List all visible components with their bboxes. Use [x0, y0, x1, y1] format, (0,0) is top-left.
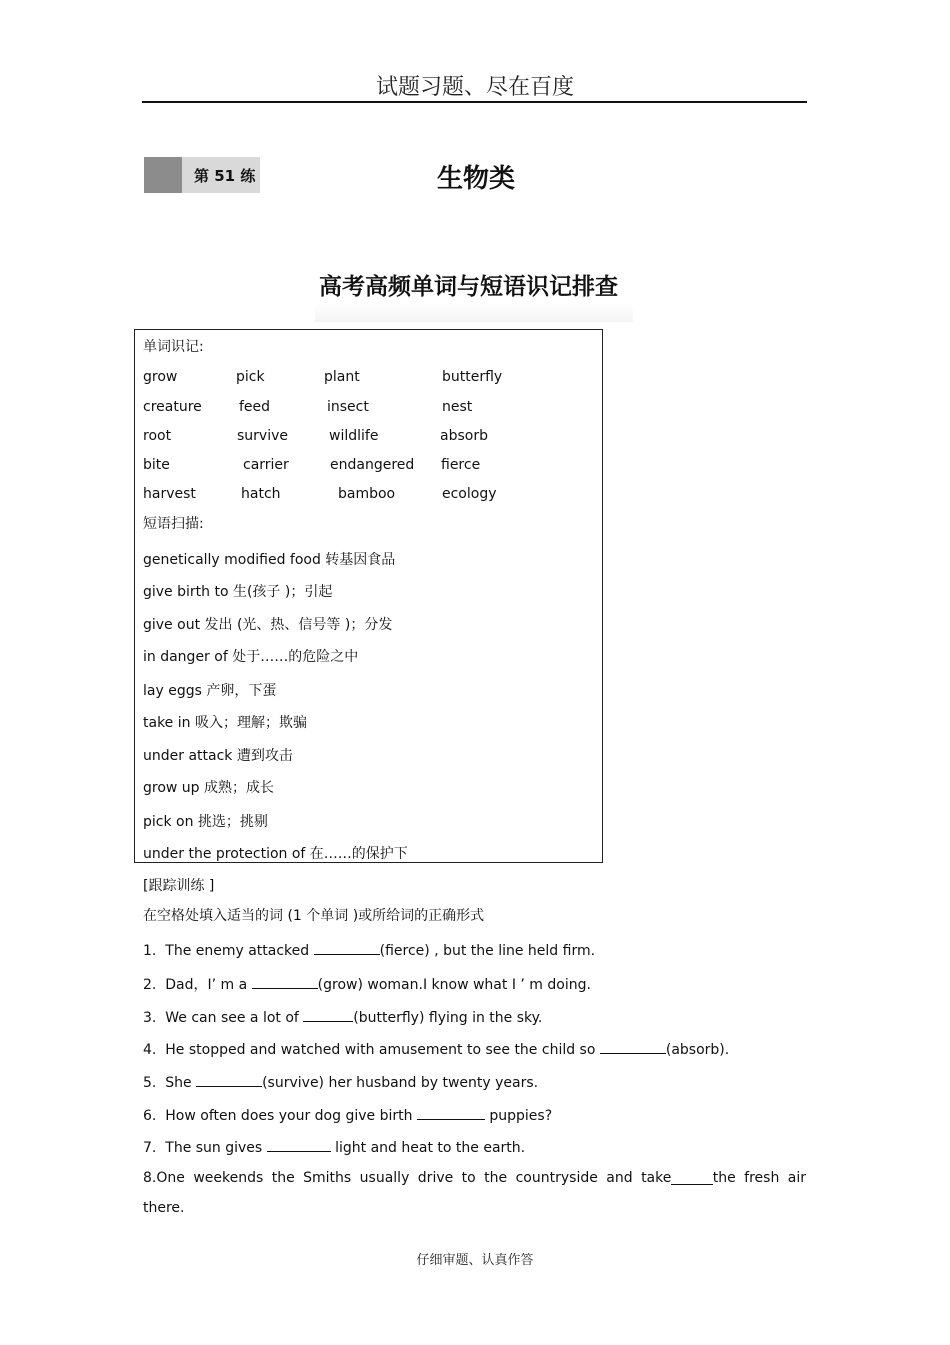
phrase-item: grow up 成熟；成长 — [143, 780, 275, 796]
phrases-heading: 短语扫描: — [143, 516, 204, 532]
item-number: 2. — [143, 977, 157, 993]
answer-blank[interactable] — [267, 1137, 331, 1152]
item-number: 3. — [143, 1010, 157, 1026]
word: endangered — [330, 457, 415, 473]
exercise-item — [143, 940, 595, 959]
word: bite — [143, 457, 170, 473]
header-rule — [142, 101, 807, 103]
item-number: 7. — [143, 1140, 157, 1156]
word: plant — [324, 369, 360, 385]
phrase-item: give birth to 生(孩子 )；引起 — [143, 584, 333, 600]
word: bamboo — [338, 486, 396, 502]
badge-block — [144, 157, 182, 193]
item-text-before: We can see a lot of — [165, 1010, 304, 1026]
answer-blank[interactable] — [252, 974, 318, 989]
word: insect — [327, 399, 369, 415]
phrase-item: pick on 挑选；挑剔 — [143, 814, 268, 830]
vocab-box — [134, 329, 603, 863]
item-text-before: The sun gives — [165, 1140, 267, 1156]
item-text-after: light and heat to the earth. — [330, 1140, 526, 1156]
item-number: 1. — [143, 943, 157, 959]
phrase-item: in danger of 处于……的危险之中 — [143, 649, 359, 665]
item-text-after: (absorb). — [665, 1042, 730, 1058]
word: ecology — [442, 486, 497, 502]
answer-blank[interactable] — [600, 1039, 666, 1054]
item-number: 4. — [143, 1042, 157, 1058]
lesson-badge — [144, 157, 260, 193]
answer-blank[interactable] — [314, 940, 380, 955]
word: pick — [236, 369, 265, 385]
exercise-heading: [跟踪训练 ] — [143, 878, 215, 894]
item-text-before: He stopped and watched with amusement to see the child so — [165, 1042, 600, 1058]
item-number: 5. — [143, 1075, 157, 1091]
exercise-item — [143, 1105, 552, 1124]
item-text-after: (butterfly) flying in the sky. — [353, 1010, 543, 1026]
phrase-item: lay eggs 产卵，下蛋 — [143, 683, 277, 699]
word: butterfly — [442, 369, 503, 385]
answer-blank[interactable] — [671, 1170, 712, 1185]
item-text-after: (fierce) , but the line held firm. — [379, 943, 596, 959]
phrase-item: take in 吸入；理解；欺骗 — [143, 715, 307, 731]
word: harvest — [143, 486, 196, 502]
word: nest — [442, 399, 473, 415]
item-text-after: the fresh air — [712, 1170, 806, 1186]
item-text-after: puppies? — [484, 1108, 553, 1124]
exercise-item — [143, 974, 591, 994]
phrase-item: under the protection of 在……的保护下 — [143, 846, 408, 862]
word: creature — [143, 399, 202, 415]
item-text-after: (survive) her husband by twenty years. — [262, 1075, 539, 1091]
item-text-before: Dad，I’ m a — [165, 977, 252, 993]
exercise-item — [143, 1072, 538, 1091]
phrase-item: genetically modified food 转基因食品 — [143, 552, 396, 568]
word: hatch — [241, 486, 281, 502]
exercise-item — [143, 1170, 806, 1186]
exercise-item — [143, 1137, 525, 1156]
answer-blank[interactable] — [303, 1007, 353, 1022]
phrase-item: under attack 遭到攻击 — [143, 748, 293, 764]
answer-blank[interactable] — [417, 1105, 485, 1120]
lesson-number: 第 51 练 — [194, 167, 256, 185]
chapter-title: 生物类 — [437, 164, 516, 194]
word: feed — [239, 399, 271, 415]
item-text-before: She — [165, 1075, 197, 1091]
page-footer: 仔细审题、认真作答 — [416, 1253, 534, 1268]
item-text-before: The enemy attacked — [165, 943, 314, 959]
word: survive — [237, 428, 288, 444]
word: grow — [143, 369, 178, 385]
answer-blank[interactable] — [196, 1072, 262, 1087]
words-heading: 单词识记: — [143, 339, 204, 355]
exercise-item — [143, 1039, 729, 1058]
page-header-title: 试题习题、尽在百度 — [375, 75, 574, 100]
exercise-item-continuation: there. — [143, 1200, 185, 1216]
word: fierce — [441, 457, 481, 473]
item-text-after: (grow) woman.I know what I ’ m doing. — [317, 977, 591, 993]
word: absorb — [440, 428, 488, 444]
item-text-before: How often does your dog give birth — [165, 1108, 417, 1124]
exercise-instruction: 在空格处填入适当的词 (1 个单词 )或所给词的正确形式 — [143, 908, 485, 924]
phrase-item: give out 发出 (光、热、信号等 )；分发 — [143, 617, 393, 633]
item-number: 6. — [143, 1108, 157, 1124]
section-title: 高考高频单词与短语识记排查 — [319, 274, 618, 300]
item-number: 8. — [143, 1170, 157, 1186]
section-title-banner — [315, 262, 633, 322]
item-text-before: One weekends the Smiths usually drive to the countryside and take — [156, 1170, 672, 1186]
word: carrier — [243, 457, 289, 473]
word: root — [143, 428, 172, 444]
exercise-item — [143, 1007, 542, 1026]
word: wildlife — [329, 428, 379, 444]
